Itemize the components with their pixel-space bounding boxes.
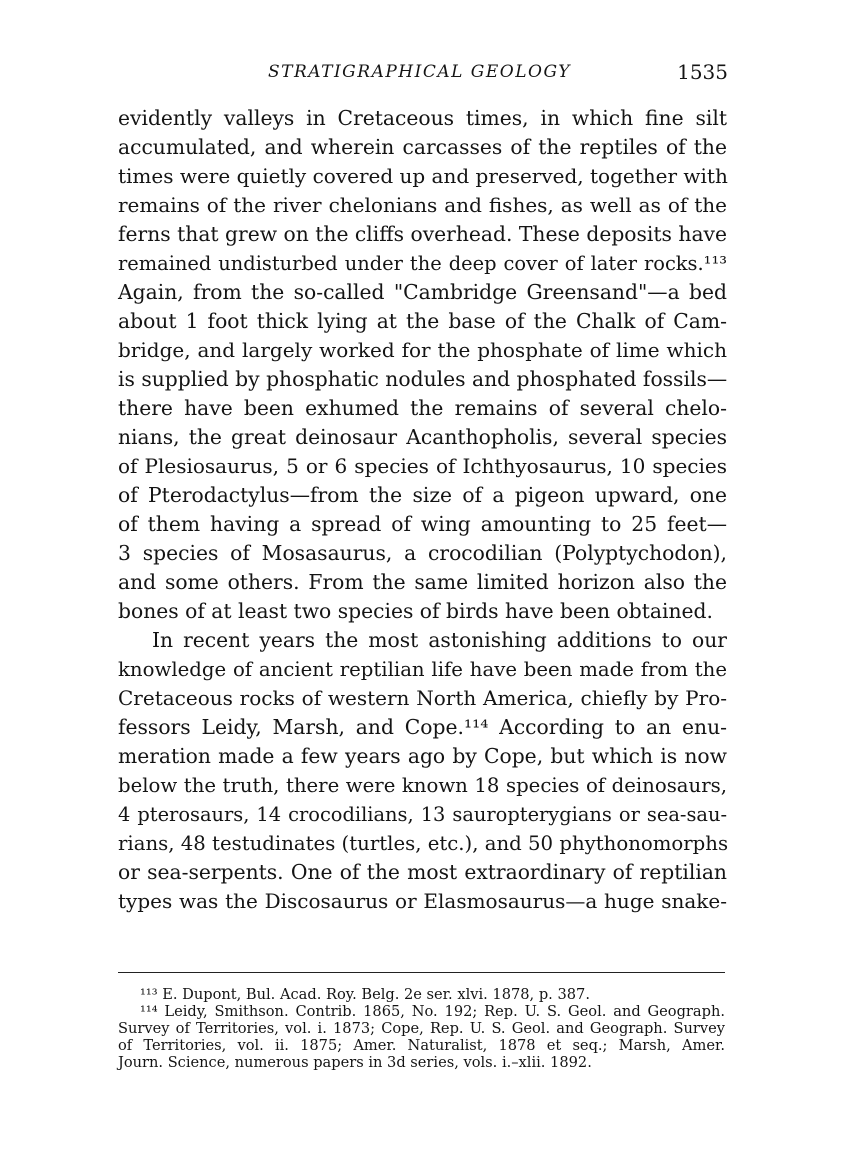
- body-line: fessors Leidy, Marsh, and Cope.¹¹⁴ According to an enu-: [118, 715, 727, 739]
- body-line: rians, 48 testudinates (turtles, etc.), and 50 phythonomorphs: [118, 832, 729, 855]
- body-line: there have been exhumed the remains of several chelo-: [118, 396, 727, 420]
- running-title: STRATIGRAPHICAL GEOLOGY: [268, 62, 571, 82]
- body-line: Cretaceous rocks of western North America, chiefly by Pro-: [118, 686, 727, 710]
- body-line: ferns that grew on the cliffs overhead. These deposits have: [118, 222, 728, 246]
- body-line: Again, from the so-called "Cambridge Greensand"—a bed: [118, 280, 727, 304]
- body-line: of Plesiosaurus, 5 or 6 species of Ichthyosaurus, 10 species: [118, 454, 727, 478]
- body-line: about 1 foot thick lying at the base of the Chalk of Cam-: [118, 309, 727, 333]
- body-line: accumulated, and wherein carcasses of the reptiles of the: [118, 135, 727, 159]
- body-line: 4 pterosaurs, 14 crocodilians, 13 sauropterygians or sea-sau-: [118, 803, 727, 826]
- body-line: bridge, and largely worked for the phosphate of lime which: [118, 338, 727, 362]
- body-line: 3 species of Mosasaurus, a crocodilian (Polyptychodon),: [118, 541, 727, 565]
- body-line: remained undisturbed under the deep cover of later rocks.¹¹³: [118, 252, 727, 275]
- body-line: bones of at least two species of birds have been obtained.: [118, 599, 713, 623]
- body-line: In recent years the most astonishing additions to our: [152, 628, 727, 652]
- body-line: of Pterodactylus—from the size of a pigeon upward, one: [118, 483, 727, 507]
- body-line: is supplied by phosphatic nodules and phosphated fossils—: [118, 367, 728, 391]
- body-line: evidently valleys in Cretaceous times, in which fine silt: [118, 106, 727, 130]
- footnote-line: Journ. Science, numerous papers in 3d series, vols. i.–xlii. 1892.: [118, 1054, 592, 1071]
- footnote-line: of Territories, vol. ii. 1875; Amer. Naturalist, 1878 et seq.; Marsh, Amer.: [118, 1037, 725, 1054]
- body-line: or sea-serpents. One of the most extraordinary of reptilian: [118, 860, 727, 884]
- page-number: 1535: [677, 60, 728, 84]
- body-line: below the truth, there were known 18 species of deinosaurs,: [118, 774, 727, 797]
- body-line: times were quietly covered up and preserved, together with: [118, 164, 728, 188]
- body-line: and some others. From the same limited horizon also the: [118, 570, 727, 594]
- body-line: types was the Discosaurus or Elasmosaurus—a huge snake-: [118, 889, 727, 913]
- body-line: remains of the river chelonians and fishes, as well as of the: [118, 193, 727, 217]
- footnote-line: ¹¹⁴ Leidy, Smithson. Contrib. 1865, No. 192; Rep. U. S. Geol. and Geograph.: [140, 1003, 725, 1020]
- footnote-rule: [118, 972, 725, 973]
- footnote-line: ¹¹³ E. Dupont, Bul. Acad. Roy. Belg. 2e ser. xlvi. 1878, p. 387.: [140, 986, 590, 1003]
- footnote-line: Survey of Territories, vol. i. 1873; Cope, Rep. U. S. Geol. and Geograph. Survey: [118, 1020, 725, 1037]
- body-line: meration made a few years ago by Cope, but which is now: [118, 744, 727, 768]
- body-line: of them having a spread of wing amounting to 25 feet—: [118, 512, 727, 536]
- body-line: nians, the great deinosaur Acanthopholis, several species: [118, 425, 727, 449]
- body-line: knowledge of ancient reptilian life have been made from the: [118, 658, 727, 681]
- running-head: [118, 60, 728, 90]
